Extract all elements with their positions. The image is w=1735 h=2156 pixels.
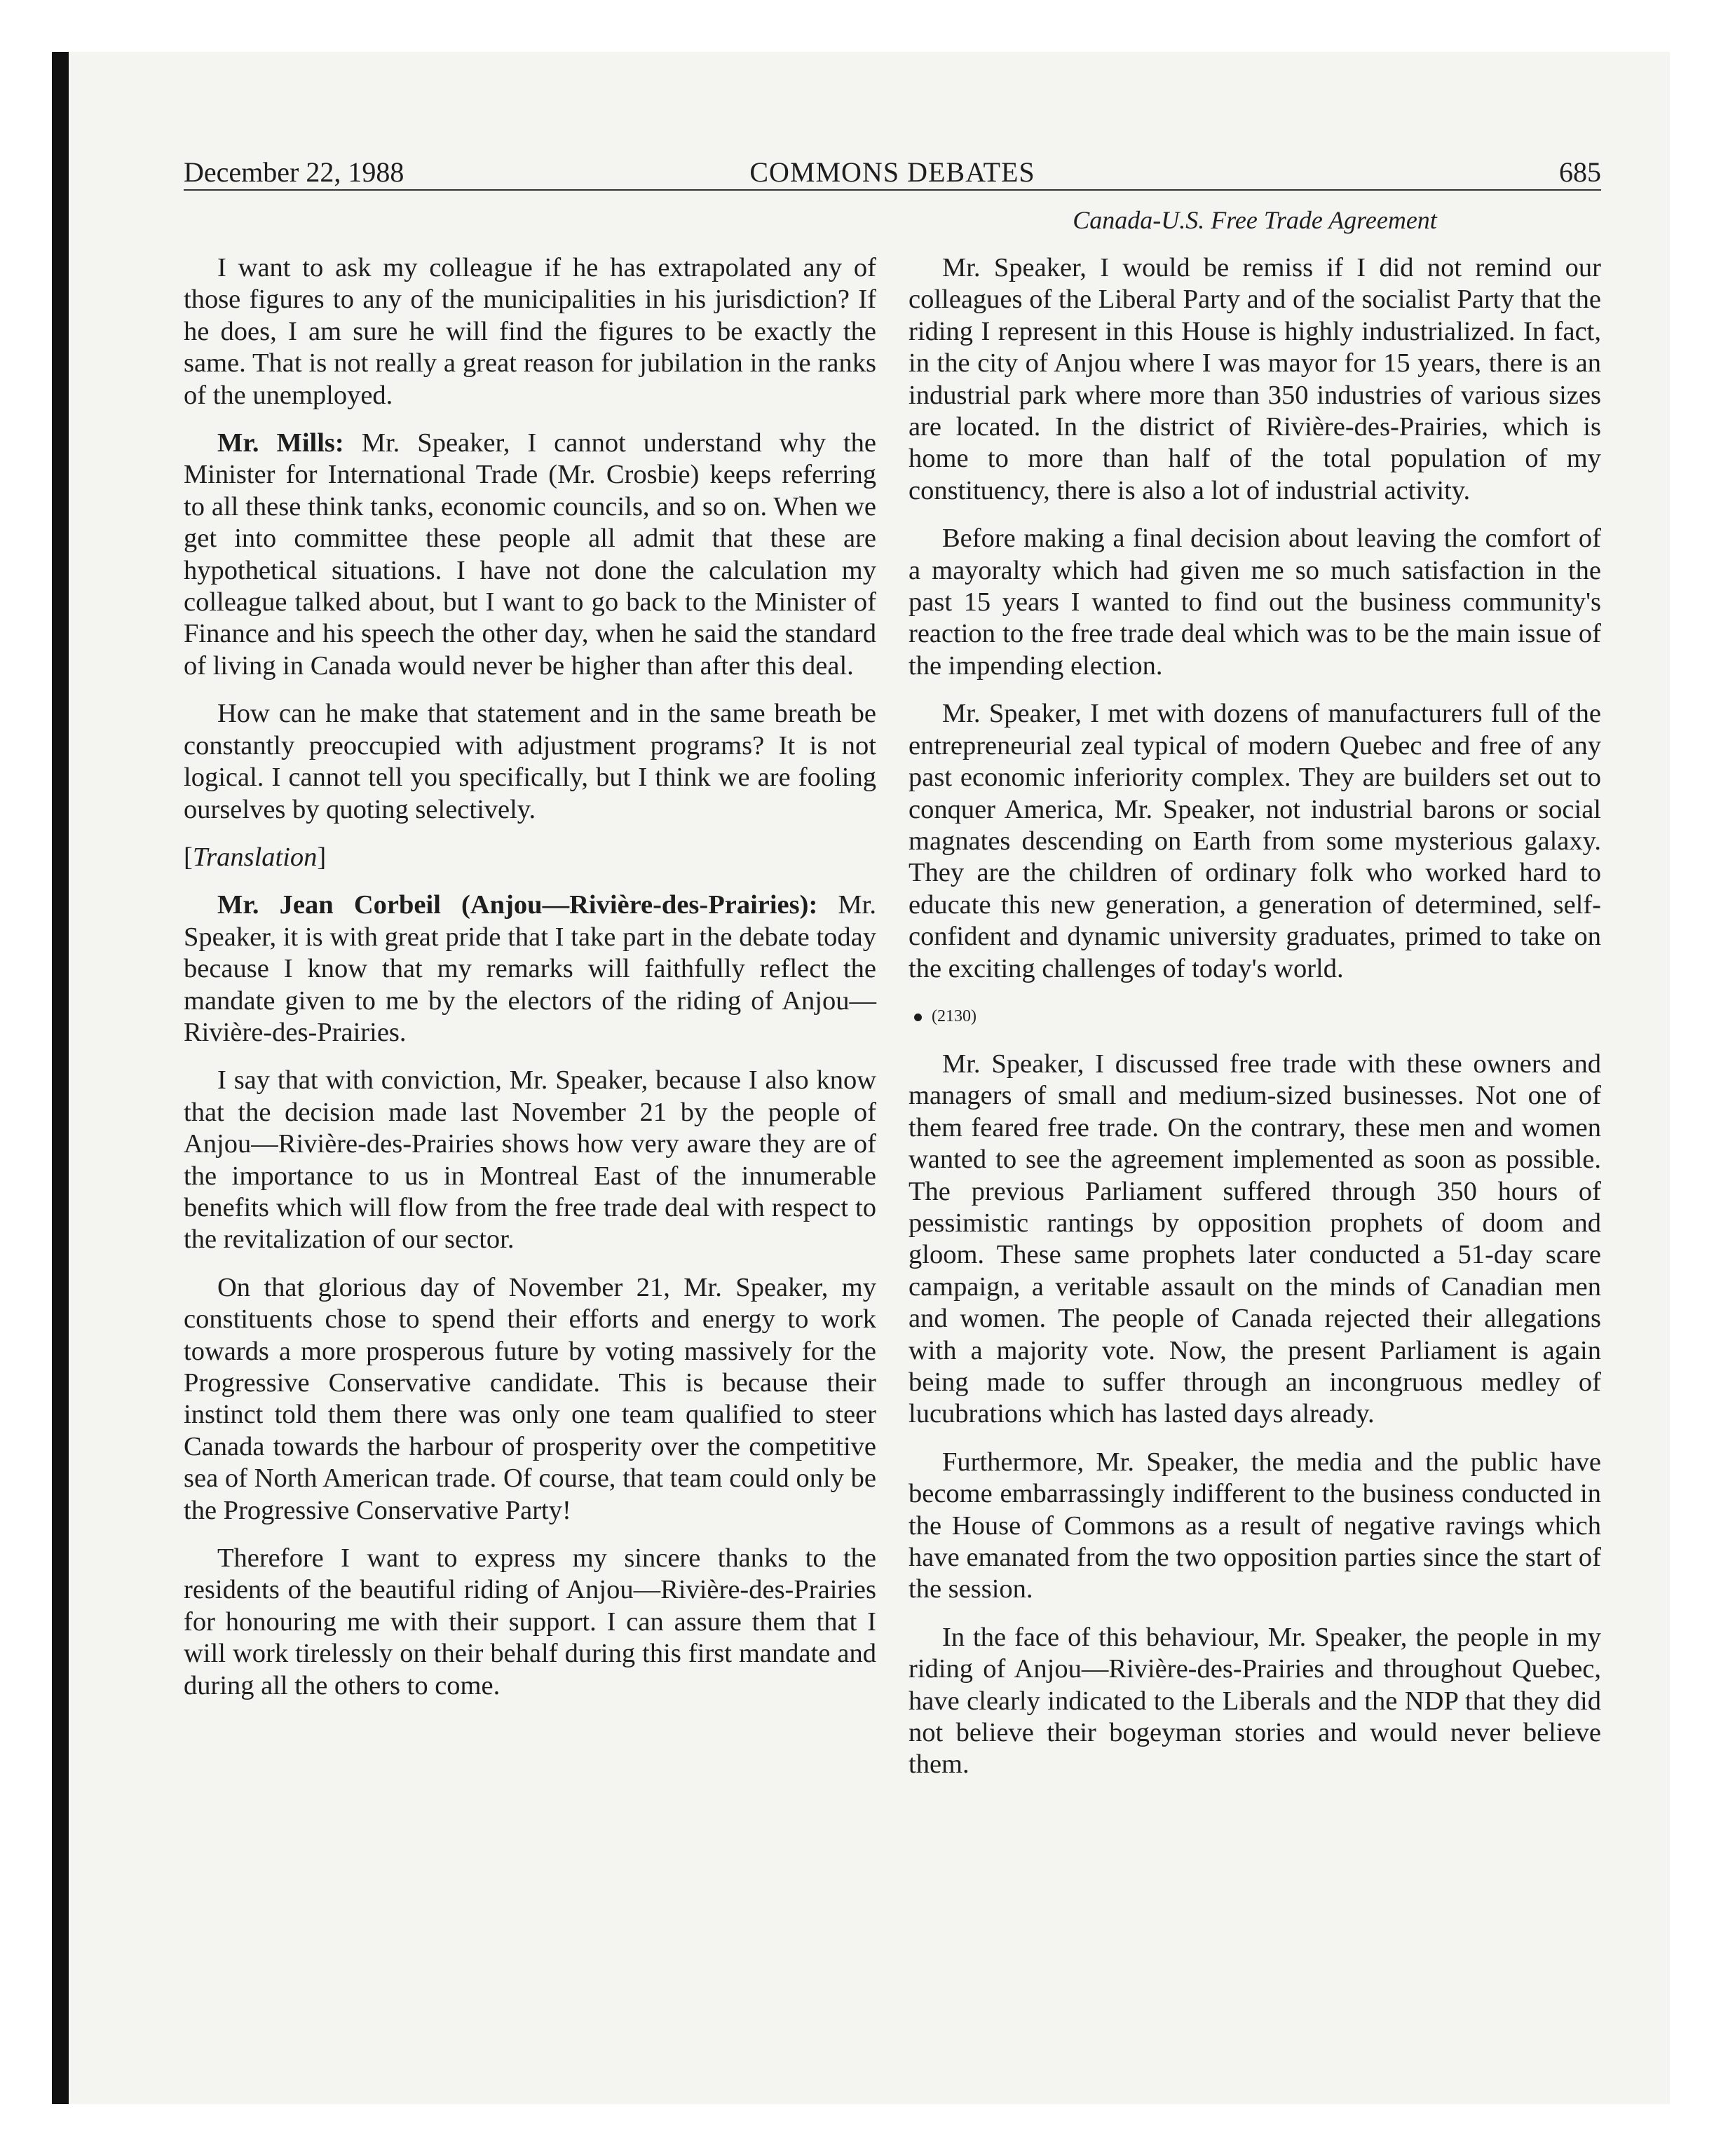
speech-text: Mr. Speaker, I cannot understand why the Minister for International Trade (Mr. Crosbie) keeps referring to all these think tanks, economic councils, and so on. When we get into committee these people all admit that these are hypothetical situations. I have not done the calculation my colleague talked about, but I want to go back to the Minister of Finance and his speech the other day, when he said the standard of living in Canada would never be higher than after this deal. (184, 428, 877, 681)
paragraph: Therefore I want to express my sincere thanks to the residents of the beautiful riding of Anjou—Rivière-des-Prairies for honouring me with their support. I can assure them that I will work tirelessly on their behalf during this first mandate and during all the others to come. (184, 1543, 876, 1700)
paragraph: Before making a final decision about leaving the comfort of a mayoralty which had given me so much satisfaction in the past 15 years I wanted to find out the business community's reaction to the free trade deal which was to be the main issue of the impending election. (909, 524, 1601, 681)
paragraph: I want to ask my colleague if he has extrapolated any of those figures to any of the municipalities in his jurisdiction? If he does, I am sure he will find the figures to be exactly the same. That is not really a great reason for jubilation in the ranks of the unemployed. (184, 253, 876, 410)
paragraph: On that glorious day of November 21, Mr. Speaker, my constituents chose to spend their efforts and energy to work towards a more prosperous future by voting massively for the Progressive Conservative candidate. This is because their instinct told them there was only one team qualified to steer Canada towards the harbour of prosperity over the competitive sea of North American trade. Of course, that team could only be the Progressive Conservative Party! (184, 1272, 876, 1525)
speech-text: Mr. Speaker, it is with great pride that I take part in the debate today because I know that my remarks will faithfully reflect the mandate given to me by the electors of the riding of Anjou—Rivière-des-Prairies. (184, 890, 876, 1047)
bullet-icon (914, 1014, 922, 1021)
paragraph: Furthermore, Mr. Speaker, the media and the public have become embarrassingly indifferent to the business conducted in the House of Commons as a result of negative ravings which have emanated from the two opposition parties since the start of the session. (909, 1447, 1601, 1604)
time-marker (914, 1001, 1601, 1032)
paragraph: Mr. Speaker, I would be remiss if I did not remind our colleagues of the Liberal Party and of the socialist Party that the riding I represent in this House is highly industrialized. In fact, in the city of Anjou where I was mayor for 15 years, there is an industrial park where more than 350 industries of various sizes are located. In the district of Rivière-des-Prairies, which is home to more than half of the total population of my constituency, there is also a lot of industrial activity. (909, 253, 1601, 505)
speaker-name: Mr. Jean Corbeil (Anjou—Rivière-des-Prairies): (217, 890, 818, 920)
speaker-name: Mr. Mills: (217, 428, 344, 458)
bracket-close: ] (317, 842, 327, 872)
translation-note (184, 842, 876, 873)
right-column (909, 252, 1601, 1797)
paragraph (184, 889, 876, 1049)
scan-edge (52, 52, 69, 2104)
paragraph: Mr. Speaker, I met with dozens of manufacturers full of the entrepreneurial zeal typical of modern Quebec and free of any past economic inferiority complex. They are builders set out to conquer America, Mr. Speaker, not industrial barons or social magnates descending on Earth from some mysterious galaxy. They are the children of ordinary folk who worked hard to educate this new generation, a generation of determined, self-confident and dynamic university graduates, primed to take on the exciting challenges of today's world. (909, 699, 1601, 983)
paragraph: In the face of this behaviour, Mr. Speaker, the people in my riding of Anjou—Rivière-des-Prairies and throughout Quebec, have clearly indicated to the Liberals and the NDP that they did not believe their bogeyman stories and would never believe them. (909, 1622, 1601, 1780)
translation-label: Translation (192, 842, 318, 872)
page-header (184, 156, 1601, 191)
paragraph: How can he make that statement and in the same breath be constantly preoccupied with adjustment programs? It is not logical. I cannot tell you specifically, but I think we are fooling ourselves by quoting selectively. (184, 699, 876, 824)
bracket-open: [ (184, 842, 193, 872)
running-subject: Canada-U.S. Free Trade Agreement (1073, 206, 1437, 234)
paragraph: Mr. Speaker, I discussed free trade with these owners and managers of small and medium-sized businesses. Not one of them feared free trade. On the contrary, these men and women wanted to see the agreement implemented as soon as possible. The previous Parliament suffered through 350 hours of pessimistic rantings by opposition prophets of doom and gloom. These same prophets later conducted a 51-day scare campaign, a veritable assault on the minds of Canadian men and women. The people of Canada rejected their allegations with a majority vote. Now, the present Parliament is again being made to suffer through an incongruous medley of lucubrations which has lasted days already. (909, 1049, 1601, 1429)
paragraph: I say that with conviction, Mr. Speaker, because I also know that the decision made last November 21 by the people of Anjou—Rivière-des-Prairies shows how very aware they are of the importance to us in Montreal East of the innumerable benefits which will flow from the free trade deal with respect to the revitalization of our sector. (184, 1065, 876, 1255)
time-marker-text: (2130) (932, 1007, 977, 1025)
header-title: COMMONS DEBATES (749, 156, 1035, 188)
paragraph (184, 428, 876, 682)
left-column (184, 252, 876, 1718)
page-number: 685 (1559, 156, 1601, 188)
header-date: December 22, 1988 (184, 156, 404, 188)
